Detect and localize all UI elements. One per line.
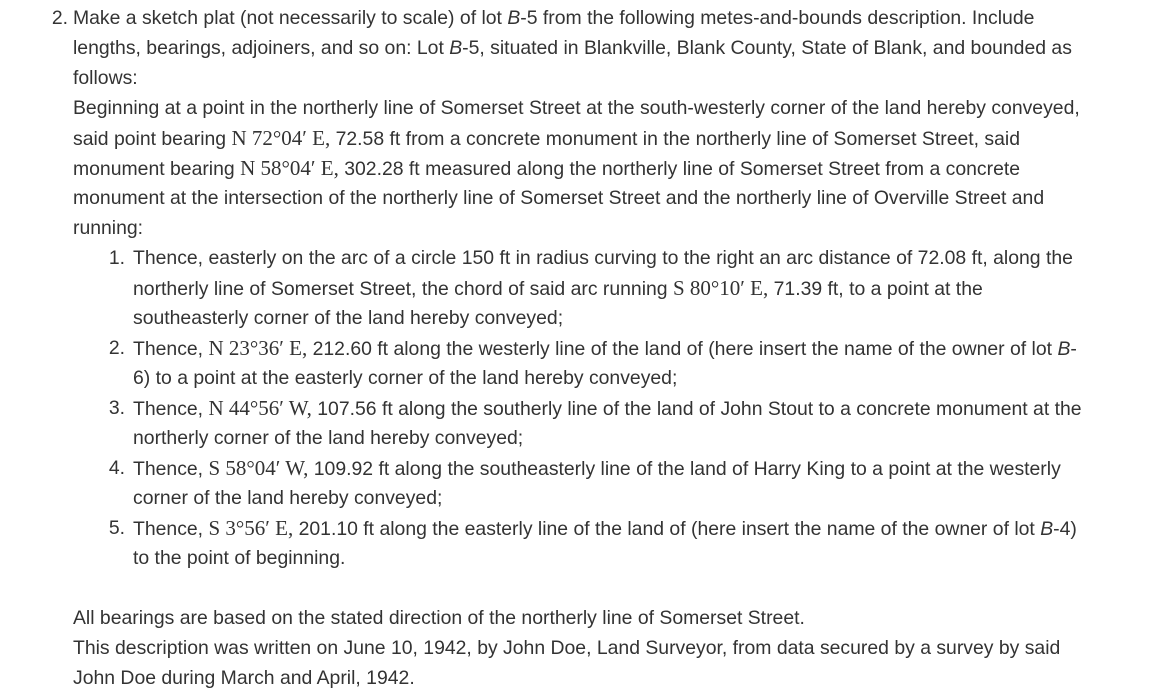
bearing: S 58°04′ W, [208,456,309,480]
call-line: to the point of beginning. [133,547,346,569]
intro-line: follows: [73,67,138,89]
italic-lot-letter: B [1040,518,1054,540]
call-line: Thence, N 23°36′ E, 212.60 ft along the westerly line of the land of (here insert the name of the owner of lot B- [133,336,1077,360]
bearing: S 3°56′ E, [208,516,294,540]
closing-line: This description was written on June 10, 1942, by John Doe, Land Surveyor, from data secured by a survey by said [73,637,1061,659]
call-line: 6) to a point at the easterly corner of the land hereby conveyed; [133,367,678,389]
call-number: 1. [108,247,125,269]
bearing: N 72°04′ E, [231,126,331,150]
beginning-line: monument at the intersection of the northerly line of Somerset Street and the northerly line of Overville Street and [73,187,1045,209]
beginning-line: running: [73,217,144,239]
bearing: S 80°10′ E, [672,276,769,300]
call-line: Thence, easterly on the arc of a circle 150 ft in radius curving to the right an arc distance of 72.08 ft, along the [133,247,1073,269]
call-number: 4. [108,457,125,479]
beginning-line: monument bearing N 58°04′ E, 302.28 ft measured along the northerly line of Somerset Street from a concrete [73,156,1021,180]
problem-number: 2. [51,7,68,29]
call-number: 2. [108,337,125,359]
call-line: Thence, S 3°56′ E, 201.10 ft along the easterly line of the land of (here insert the name of the owner of lot B-4) [133,516,1077,540]
italic-lot-letter: B [449,37,463,59]
call-line: corner of the land hereby conveyed; [133,487,443,509]
call-line: Thence, S 58°04′ W, 109.92 ft along the southeasterly line of the land of Harry King to a point at the westerly [133,456,1061,480]
call-line: northerly corner of the land hereby conveyed; [133,427,524,449]
intro-line: lengths, bearings, adjoiners, and so on: Lot B-5, situated in Blankville, Blank County, State of Blank, and bounded as [73,37,1072,59]
bearing: N 58°04′ E, [240,156,339,180]
bearing: N 44°56′ W, [208,396,312,420]
closing-line: All bearings are based on the stated direction of the northerly line of Somerset Street. [73,607,805,629]
call-line: northerly line of Somerset Street, the chord of said arc running S 80°10′ E, 71.39 ft, to a point at the [133,276,983,300]
call-number: 3. [108,397,125,419]
call-number: 5. [108,517,125,539]
closing-line: John Doe during March and April, 1942. [73,667,415,689]
italic-lot-letter: B [1057,338,1071,360]
intro-line: Make a sketch plat (not necessarily to scale) of lot B-5 from the following metes-and-bounds description. Include [73,7,1035,29]
italic-lot-letter: B [507,7,521,29]
bearing: N 23°36′ E, [208,336,308,360]
beginning-line: Beginning at a point in the northerly line of Somerset Street at the south-westerly corner of the land hereby conveyed, [73,97,1080,119]
beginning-line: said point bearing N 72°04′ E, 72.58 ft from a concrete monument in the northerly line of Somerset Street, said [73,126,1021,150]
call-line: southeasterly corner of the land hereby conveyed; [133,307,564,329]
call-line: Thence, N 44°56′ W, 107.56 ft along the southerly line of the land of John Stout to a concrete monument at the [133,396,1082,420]
